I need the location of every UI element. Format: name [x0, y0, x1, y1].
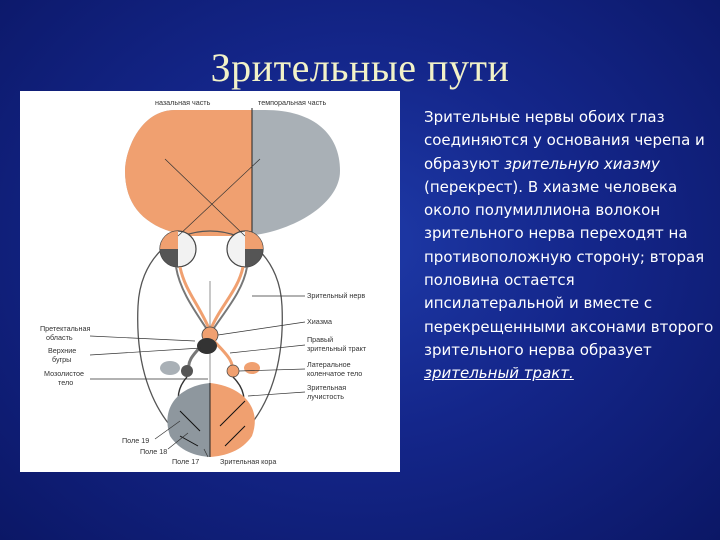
temporal-part-label: темпоральная часть	[258, 98, 327, 107]
visual-field-left-half	[125, 110, 252, 236]
right-tract-label-2: зрительный тракт	[307, 344, 367, 353]
nasal-part-label: назальная часть	[155, 98, 211, 107]
pretectal-label-2: область	[46, 333, 73, 342]
radiation-label-1: Зрительная	[307, 383, 347, 392]
visual-pathway-diagram	[20, 91, 400, 472]
right-visual-cortex	[210, 383, 255, 457]
field19-label: Поле 19	[122, 436, 150, 445]
superior-colliculi	[197, 338, 217, 354]
lgn-label-1: Латеральное	[307, 360, 351, 369]
callosum-label-1: Мозолистое	[44, 369, 85, 378]
right-lgn	[227, 365, 239, 377]
lgn-label-2: коленчатое тело	[307, 369, 363, 378]
text-part-3: (перекрест). В хиазме человека около полумиллиона волокон зрительного нерва переходят на противоположную сторону; вторая половина остается ипсилатеральной и вместе с перекрещенными аксонами второго зрительного нерва образует	[424, 177, 714, 359]
left-optic-nerve	[180, 267, 210, 331]
left-temporal-lobe-gray	[160, 361, 180, 375]
colliculi-label-2: бугры	[52, 355, 72, 364]
callosum-label-2: тело	[58, 378, 74, 387]
optic-tract-link[interactable]: зрительный тракт.	[424, 364, 574, 383]
colliculi-label-1: Верхние	[48, 346, 77, 355]
field18-label: Поле 18	[140, 447, 168, 456]
radiation-label-2: лучистость	[307, 392, 344, 401]
right-optic-nerve	[210, 267, 243, 331]
optic-nerve-label: Зрительный нерв	[307, 291, 366, 300]
body-text	[424, 106, 716, 386]
text-chiasm-term: зрительную хиазму	[504, 154, 660, 173]
right-temporal-lobe-orange	[244, 362, 260, 374]
right-retina-dark	[245, 249, 263, 267]
slide-title: Зрительные пути	[210, 45, 510, 90]
chiasm-label: Хиазма	[307, 317, 332, 326]
left-retina-dark	[160, 249, 178, 267]
cortex-label: Зрительная кора	[220, 457, 277, 466]
field17-label: Поле 17	[172, 457, 200, 466]
pretectal-label-1: Претектальная	[40, 324, 91, 333]
left-retina-orange	[160, 231, 178, 249]
left-lgn	[181, 365, 193, 377]
right-tract-label-1: Правый	[307, 335, 334, 344]
diagram-canvas	[20, 91, 400, 472]
text-part-1: Зрительные нервы обоих глаз соединяются у основания черепа и образуют	[424, 108, 705, 173]
